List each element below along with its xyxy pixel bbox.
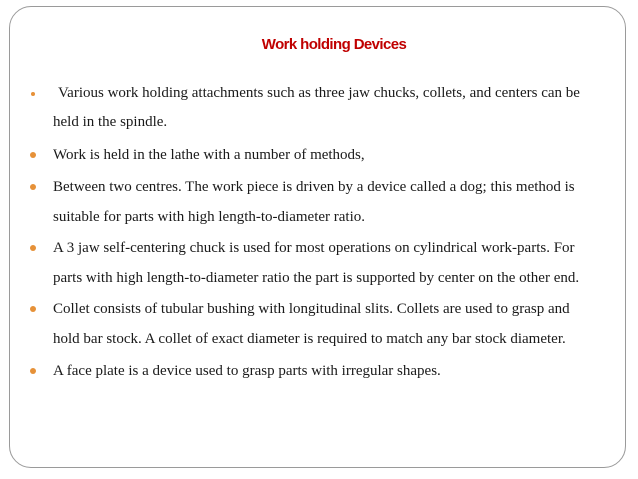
slide-title: Work holding Devices (261, 36, 407, 53)
bullet-dot-icon (31, 92, 35, 96)
bullet-dot-icon (30, 152, 36, 158)
bullet-text-line: Between two centres. The work piece is driven by a device called a dog; this method is (53, 179, 575, 195)
bullet-text-line: hold bar stock. A collet of exact diameter is required to match any bar stock diameter. (53, 331, 566, 347)
bullet-text-line: parts with high length-to-diameter ratio the part is supported by center on the other end. (53, 270, 580, 286)
bullet-text-line: held in the spindle. (53, 114, 168, 130)
bullet-text-line: Work is held in the lathe with a number of methods, (53, 147, 365, 163)
bullet-text-line: Various work holding attachments such as three jaw chucks, collets, and centers can be (58, 85, 580, 101)
bullet-dot-icon (30, 368, 36, 374)
bullet-text-line: A face plate is a device used to grasp parts with irregular shapes. (53, 363, 441, 379)
bullet-dot-icon (30, 306, 36, 312)
bullet-dot-icon (30, 245, 36, 251)
bullet-text-line: A 3 jaw self-centering chuck is used for most operations on cylindrical work-parts. For (53, 240, 575, 256)
bullet-dot-icon (30, 184, 36, 190)
bullet-text-line: Collet consists of tubular bushing with longitudinal slits. Collets are used to grasp and (53, 301, 570, 317)
bullet-text-line: suitable for parts with high length-to-diameter ratio. (53, 209, 365, 225)
